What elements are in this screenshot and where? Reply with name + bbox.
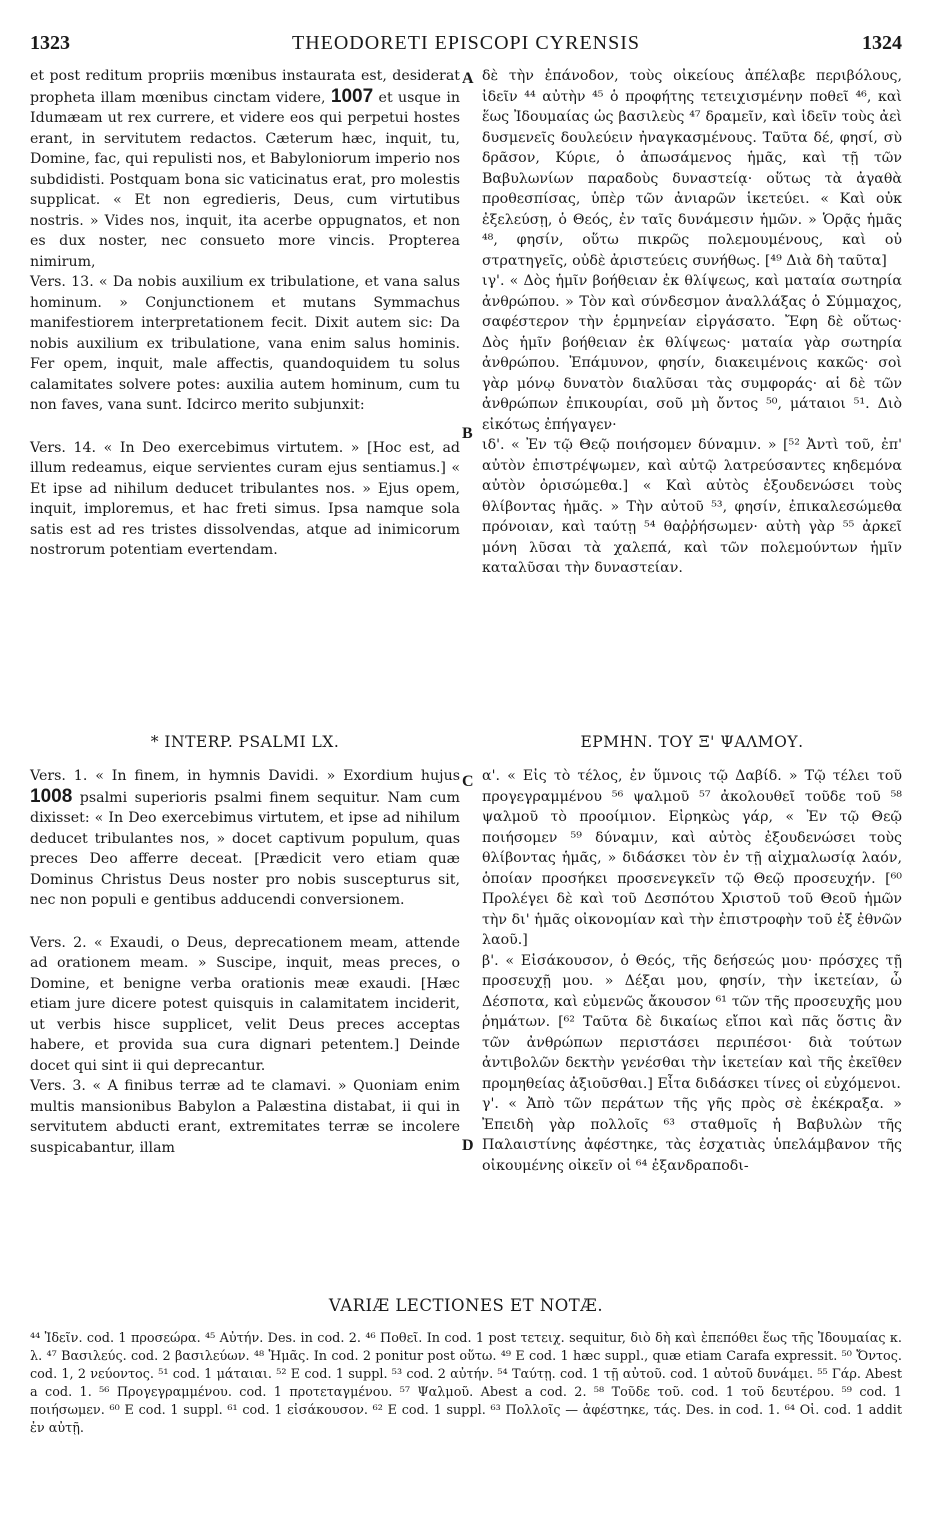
greek-paragraph: δὲ τὴν ἐπάνοδον, τοὺς οἰκείους ἀπέλαβε περιβόλους, ἰδεῖν ⁴⁴ αὐτὴν ⁴⁵ ὁ προφήτης τετειχισμένην ποθεῖ ⁴⁶, καὶ ἕως Ἰδουμαίας ὡς βασιλεὺς ⁴⁷ δραμεῖν, καὶ ἰδεῖν τοὺς ἀεὶ δυσμενεῖς δουλεύειν ἠναγκασμένους. Ταῦτα δέ, φησί, σὺ δρᾶσον, Κύριε, ὁ ἀπωσάμενος ἡμᾶς, καὶ τῇ τῶν Βαβυλωνίων παραδοὺς δυναστείᾳ· οὕτως τὰ ἀγαθὰ προθεσπίσας, ὑπὲρ τῶν ἀνιαρῶν ἱκετεύει. « Καὶ οὐκ ἐξελεύσῃ, ὁ Θεός, ἐν ταῖς δυνάμεσιν ἡμῶν. » Ὁρᾷς ἡμᾶς ⁴⁸, φησίν, οὕτω πικρῶς πολεμουμένους, καὶ οὐ στρατηγεῖς, οὐδὲ ἀριστεύεις συνήθως. [⁴⁹ Διὰ δὴ ταῦτα] — [482, 68, 902, 269]
greek-paragraph-2: β'. « Εἰσάκουσον, ὁ Θεός, τῆς δεήσεώς μου· πρόσχες τῇ προσευχῇ μου. » Δέξαι μου, φησίν, τὴν ἱκετείαν, ὦ Δέσποτα, καὶ εὐμενῶς ἄκουσον ⁶¹ τῶν τῆς προσευχῆς μου ῥημάτων. [⁶² Ταῦτα δὲ δικαίως εἴποι καὶ πᾶς ὅστις ἂν τῶν ἀνθρώπων περιστάσει περιπέσοι· διὰ τούτων ἀντιβολῶν δεκτὴν γενέσθαι τὴν ἱκετείαν καὶ τῆς ἐκεῖθεν προμηθείας ἀξιοῦσθαι.] Εἶτα διδάσκει τίνες οἱ εὐχόμενοι. — [482, 952, 902, 1092]
latin-section-title — [30, 733, 460, 751]
column-number: 1008 — [30, 785, 73, 807]
greek-column-top — [482, 66, 902, 579]
latin-title-text: INTERP. PSALMI LX. — [164, 733, 340, 751]
latin-text: et usque in Idumæam ut rex currere, et videre eos qui perpetui hostes erant, in servitutem redactos. Cæterum hæc, inquit, tu, Domine, fac, qui repulisti nos, et Babyloniorum imperio nos subdidisti. Postquam bona sic vaticinatus erat, pro molestis supplicat. « Et non egredieris, Deus, cum virtutibus nostris. » Vides nos, inquit, ita acerbe oppugnatos, et non es dux noster, nec consueto more vincis. Propterea nimirum, — [30, 89, 461, 270]
page-number-left: 1323 — [30, 32, 70, 54]
page-number-right: 1324 — [862, 32, 902, 54]
latin-paragraph — [30, 66, 460, 272]
greek-paragraph-14: ιδ'. « Ἐν τῷ Θεῷ ποιήσομεν δύναμιν. » [⁵² Ἀντὶ τοῦ, ἐπ' αὐτὸν ἐπιστρέψωμεν, καὶ αὐτῷ λατρεύσαντες κηδεμόνα αὐτὸν ὀρισώμεθα.] « Καὶ αὐτὸς ἐξουδενώσει τοὺς θλίβοντας ἡμᾶς. » Τὴν αὐτοῦ ⁵³, φησίν, ἐπικαλεσώμεθα πρόνοιαν, καὶ ταύτῃ ⁵⁴ θαῤῥήσωμεν· αὐτὴ γὰρ ⁵⁵ ἀρκεῖ μόνη λῦσαι τὰ χαλεπά, καὶ τῶν πολεμούντων ἡμῖν καταλῦσαι τὴν δυναστείαν. — [482, 437, 902, 576]
margin-marker-d: D — [462, 1137, 474, 1154]
latin-column-top — [30, 66, 460, 561]
notes-title: VARIÆ LECTIONES ET NOTÆ. — [328, 1296, 604, 1315]
greek-paragraph-1: α'. « Εἰς τὸ τέλος, ἐν ὕμνοις τῷ Δαβίδ. » Τῷ τέλει τοῦ προγεγραμμένου ⁵⁶ ψαλμοῦ ⁵⁷ ἀκολουθεῖ τοῦδε τοῦ ⁵⁸ ψαλμοῦ τὸ προοίμιον. Εἰρηκὼς γάρ, « Ἐν τῷ Θεῷ ποιήσομεν ⁵⁹ δύναμιν, καὶ αὐτὸς ἐξουδενώσει τοὺς θλίβοντας ἡμᾶς, » διδάσκει τὸν ἐν τῇ αἰχμαλωσίᾳ λαόν, ὁποίαν προσήκει προσενεγκεῖν τῷ Θεῷ προσευχήν. [⁶⁰ Προλέγει δὲ καὶ τοῦ Δεσπότου Χριστοῦ τοῦ Θεοῦ ἡμῶν τὴν δι' ἡμᾶς οἰκονομίαν καὶ τὴν ἐπιστροφὴν τοῦ ἐξ ἐθνῶν λαοῦ.] — [482, 768, 902, 948]
running-title: THEODORETI EPISCOPI CYRENSIS — [291, 32, 641, 54]
latin-paragraph-vers-2: Vers. 2. « Exaudi, o Deus, deprecationem meam, attende ad orationem meam. » Suscipe, inquit, meas preces, o Domine, et benigne verba orationis meæ exaudi. [Hæc etiam jure dicere potest quisquis in calamitatem inciderit, ut verbis hisce supplicet, velit Deus preces acceptas habere, et provida sua cura dignari petentem.] Deinde docet qui sint ii qui deprecantur. — [30, 934, 460, 1074]
column-number: 1007 — [330, 85, 374, 107]
latin-text: psalmi superioris psalmi finem sequitur. Nam cum dixisset: « In Deo exercebimus virtutem, et ipse ad nihilum deducet tribulantes nos, » docet captivum populum, quas preces Deo afferre deceat. [Prædicit vero etiam quæ Dominus Christus Deus noster pro nobis suscepturus sit, nec non populi e gentibus adducendi conversionem. — [30, 789, 460, 908]
latin-paragraph-vers-13: Vers. 13. « Da nobis auxilium ex tribulatione, et vana salus hominum. » Conjunctionem et mutans Symmachus manifestiorem interpretationem fecit. Dixit autem sic: Da nobis auxilium ex tribulatione, vana enim salus hominis. Fer opem, inquit, male affectis, quandoquidem tu solus calamitates solvere potes: auxilia autem hominum, cum tu non faves, vana sunt. Idcirco merito subjunxit: — [30, 274, 460, 413]
greek-section-title: ΕΡΜΗΝ. ΤΟΥ Ξ' ΨΑΛΜΟΥ. — [580, 733, 804, 751]
greek-paragraph-13: ιγ'. « Δὸς ἡμῖν βοήθειαν ἐκ θλίψεως, καὶ ματαία σωτηρία ἀνθρώπου. » Τὸν καὶ σύνδεσμον ἀναλλάξας ὁ Σύμμαχος, σαφέστερον τὴν ἑρμηνείαν εἰργάσατο. Ἔφη δὲ οὕτως· Δὸς ἡμῖν βοήθειαν ἐκ θλίψεως· ματαία γὰρ σωτηρία ἀνθρώπου. Ἐπάμυνον, φησίν, διακειμένοις κακῶς· σοὶ γὰρ μόνῳ δυνατὸν διαλῦσαι τὰς συμφοράς· αἱ δὲ τῶν ἀνθρώπων ἐπικουρίαι, σοῦ μὴ ὄντος ⁵⁰, μάταιοι ⁵¹. Διὸ εἰκότως ἐπήγαγεν· — [482, 273, 902, 433]
running-head — [30, 32, 902, 62]
title-mark: * — [150, 733, 159, 751]
latin-text: et post reditum propriis mœnibus instaurata est, desiderat propheta illam mœnibus cinctam videre, — [30, 68, 460, 106]
latin-paragraph-vers-1 — [30, 766, 460, 911]
latin-paragraph-vers-14: Vers. 14. « In Deo exercebimus virtutem. » [Hoc est, ad illum redeamus, eique servientes curam ejus sentiamus.] « Et ipse ad nihilum deducet tribulantes nos. » Ejus opem, inquit, imploremus, et hac freti simus. Ipsa namque sola satis est ad res tristes dissolvendas, atque ad inimicorum nostrorum potentiam evertendam. — [30, 439, 460, 558]
notes-text: ⁴⁴ Ἰδεῖν. cod. 1 προσεώρα. ⁴⁵ Αὐτήν. Des. in cod. 2. ⁴⁶ Ποθεῖ. In cod. 1 post τετειχ. sequitur, διὸ δὴ καὶ ἐπεπόθει ἕως τῆς Ἰδουμαίας κ. λ. ⁴⁷ Βασιλεύς. cod. 2 βασιλεύων. ⁴⁸ Ἡμᾶς. In cod. 2 ponitur post οὕτω. ⁴⁹ E cod. 1 hæc suppl., quæ etiam Carafa expressit. ⁵⁰ Ὄντος. cod. 1, 2 νεύοντος. ⁵¹ cod. 1 μάταιαι. ⁵² E cod. 1 suppl. ⁵³ cod. 2 αὐτήν. ⁵⁴ Ταύτῃ. cod. 1 τῇ αὐτοῦ. cod. 1 αὐτοῦ δυνάμει. ⁵⁵ Γάρ. Abest a cod. 1. ⁵⁶ Προγεγραμμένου. cod. 1 προτεταγμένου. ⁵⁷ Ψαλμοῦ. Abest a cod. 2. ⁵⁸ Τοῦδε τοῦ. cod. 1 τοῦ δευτέρου. ⁵⁹ cod. 1 ποιήσωμεν. ⁶⁰ E cod. 1 suppl. ⁶¹ cod. 1 εἰσάκουσον. ⁶² E cod. 1 suppl. ⁶³ Πολλοῖς — ἀφέστηκε, τάς. Des. in cod. 1. ⁶⁴ Οἱ. cod. 1 addit ἐν αὐτῇ. — [30, 1331, 902, 1436]
greek-paragraph-3: γ'. « Ἀπὸ τῶν περάτων τῆς γῆς πρὸς σὲ ἐκέκραξα. » Ἐπειδὴ γὰρ πολλοῖς ⁶³ σταθμοῖς ἡ Βαβυλὼν τῆς Παλαιστίνης ἀφέστηκε, τὰς ἐσχατιὰς ὑπελάμβανον τῆς οἰκουμένης οἰκεῖν οἱ ⁶⁴ ἐξανδραποδι- — [482, 1096, 902, 1174]
latin-text: Vers. 1. « In finem, in hymnis Davidi. » Exordium hujus — [30, 768, 460, 784]
greek-column-bottom — [482, 766, 902, 1176]
latin-column-bottom — [30, 766, 460, 1158]
margin-marker-a: A — [462, 70, 474, 87]
notes-block — [30, 1330, 902, 1438]
margin-marker-c: C — [462, 773, 474, 790]
margin-marker-b: B — [462, 425, 473, 442]
latin-paragraph-vers-3: Vers. 3. « A finibus terræ ad te clamavi. » Quoniam enim multis mansionibus Babylon a Palæstina distabat, ii qui in servitutem abducti erant, extremitates terræ se incolere suspicabantur, illam — [30, 1078, 460, 1156]
